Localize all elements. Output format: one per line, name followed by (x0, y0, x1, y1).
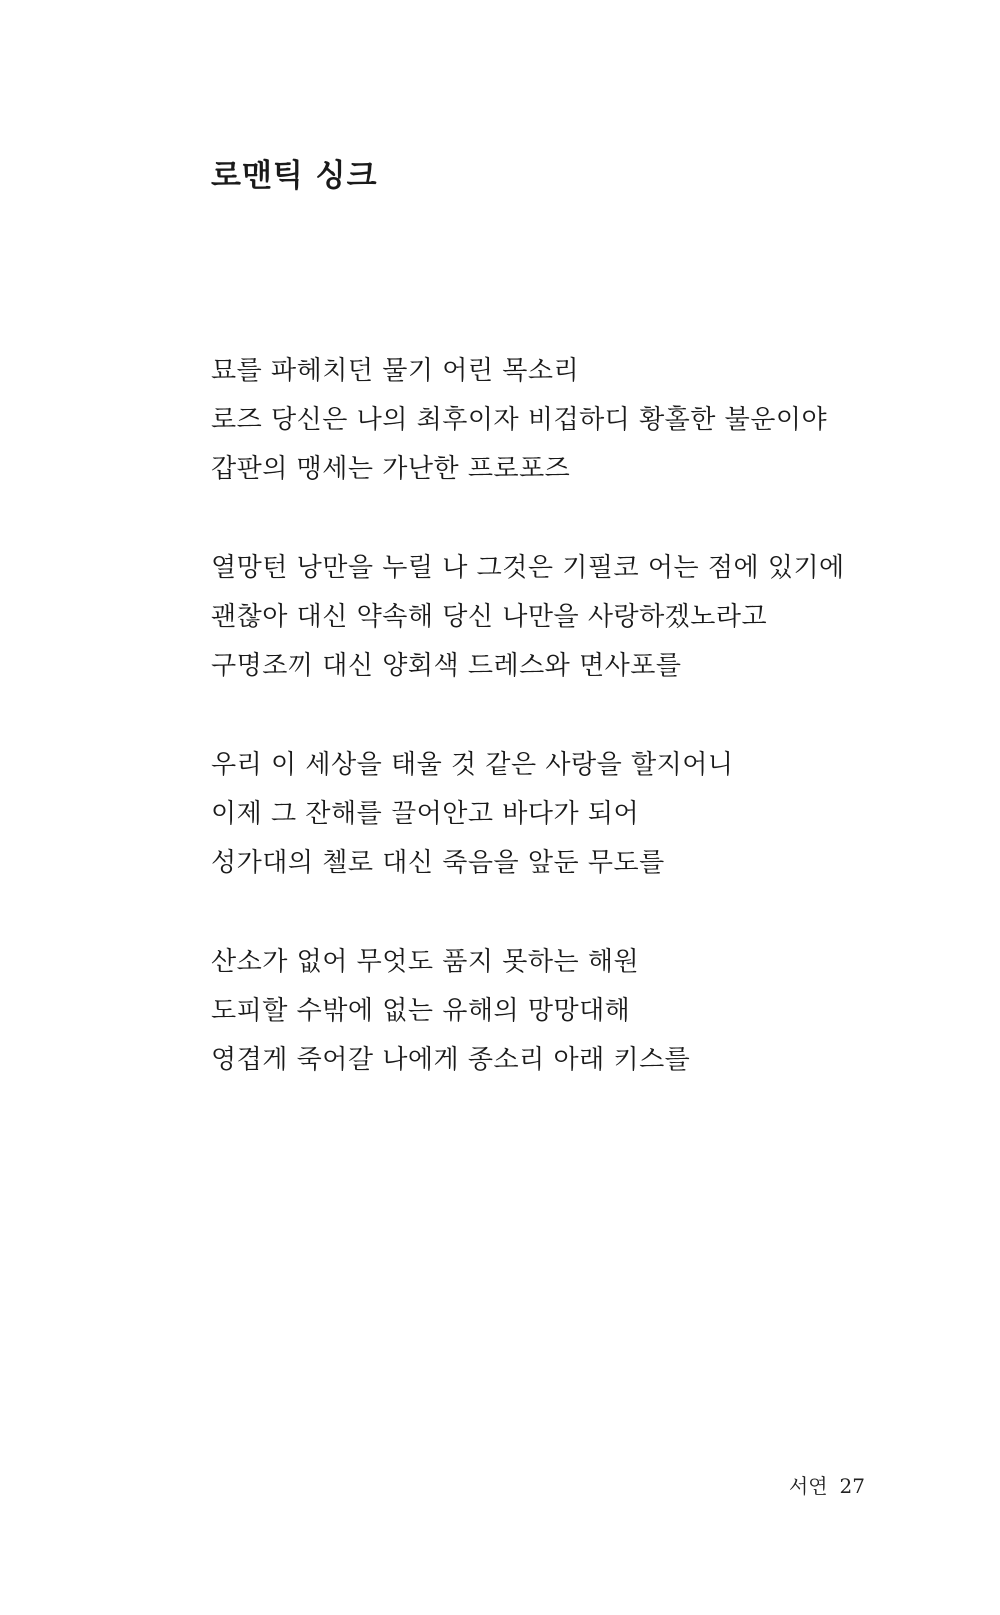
stanza (211, 544, 931, 691)
poem-title: 로맨틱 싱크 (211, 158, 378, 194)
poem-line: 이제 그 잔해를 끌어안고 바다가 되어 (211, 799, 640, 829)
poem-line: 갑판의 맹세는 가난한 프로포즈 (211, 454, 571, 484)
stanza (211, 938, 931, 1085)
poem-line: 성가대의 첼로 대신 죽음을 앞둔 무도를 (211, 848, 665, 878)
poem-line: 영겹게 죽어갈 나에게 종소리 아래 키스를 (211, 1045, 691, 1075)
poem-line: 구명조끼 대신 양회색 드레스와 면사포를 (211, 651, 682, 681)
poem-line: 묘를 파헤치던 물기 어린 목소리 (211, 356, 580, 386)
stanza (211, 741, 931, 888)
poem-line: 열망턴 낭만을 누릴 나 그것은 기필코 어는 점에 있기에 (211, 553, 845, 583)
stanza (211, 347, 931, 494)
poem-line: 산소가 없어 무엇도 품지 못하는 해원 (211, 947, 640, 977)
poem-line: 도피할 수밖에 없는 유해의 망망대해 (211, 996, 631, 1026)
poem-line: 괜찮아 대신 약속해 당신 나만을 사랑하겠노라고 (211, 602, 768, 632)
footer-author: 서연 (788, 1474, 828, 1498)
poem-body (211, 347, 931, 1135)
poem-line: 로즈 당신은 나의 최후이자 비겁하디 황홀한 불운이야 (211, 405, 828, 435)
page-footer (789, 1470, 865, 1499)
poem-line: 우리 이 세상을 태울 것 같은 사랑을 할지어니 (211, 750, 734, 780)
page-number: 27 (839, 1474, 865, 1498)
